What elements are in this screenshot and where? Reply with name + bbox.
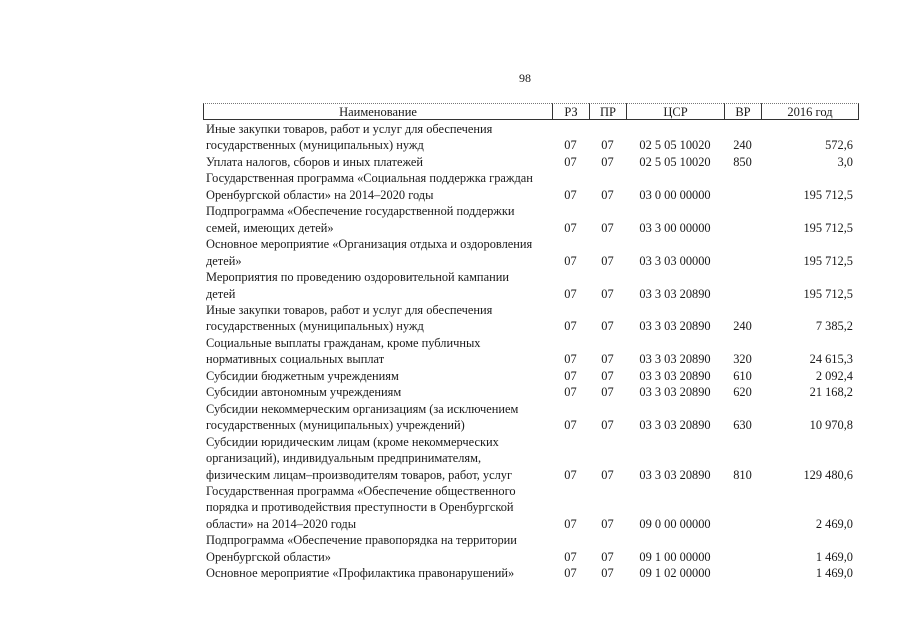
- row-pr: 07: [601, 549, 614, 564]
- table-row: [203, 401, 859, 434]
- row-csr: 03 3 03 20890: [639, 467, 711, 482]
- table-row: [203, 532, 859, 565]
- row-amount: 7 385,2: [815, 319, 853, 334]
- row-pr: 07: [601, 368, 614, 383]
- table-row: [203, 236, 859, 269]
- row-name-line: Субсидии юридическим лицам (кроме некоммерческих: [206, 434, 499, 449]
- row-csr: 09 1 00 00000: [639, 549, 711, 564]
- row-rz: 07: [564, 187, 577, 202]
- row-csr: 03 3 03 20890: [639, 319, 711, 334]
- row-csr: 03 3 03 20890: [639, 352, 711, 367]
- row-rz: 07: [564, 516, 577, 531]
- row-csr: 09 1 02 00000: [639, 566, 711, 581]
- row-name-line: государственных (муниципальных) нужд: [206, 138, 424, 153]
- row-name: [203, 203, 552, 236]
- row-pr: 07: [601, 418, 614, 433]
- table-row: [203, 121, 859, 154]
- header-csr: ЦСР: [626, 103, 724, 120]
- row-name: [203, 565, 552, 581]
- row-amount: 195 712,5: [803, 187, 853, 202]
- row-csr: 03 3 00 00000: [639, 220, 711, 235]
- row-amount: 21 168,2: [809, 385, 853, 400]
- row-vr: 630: [733, 418, 752, 433]
- header-pr: ПР: [589, 103, 626, 120]
- row-name: [203, 532, 552, 565]
- row-name-line: детей»: [206, 253, 242, 268]
- row-rz: 07: [564, 418, 577, 433]
- table-row: [203, 203, 859, 236]
- row-csr: 03 3 03 20890: [639, 286, 711, 301]
- row-name: [203, 236, 552, 269]
- row-rz: 07: [564, 154, 577, 169]
- table-row: [203, 434, 859, 483]
- row-name: [203, 368, 552, 384]
- header-name: Наименование: [203, 103, 552, 120]
- row-amount: 1 469,0: [815, 566, 853, 581]
- row-pr: 07: [601, 286, 614, 301]
- row-amount: 10 970,8: [809, 418, 853, 433]
- row-name-line: области» на 2014–2020 годы: [206, 516, 357, 531]
- row-amount: 1 469,0: [815, 549, 853, 564]
- row-vr: 850: [733, 154, 752, 169]
- row-rz: 07: [564, 368, 577, 383]
- row-name-line: Субсидии бюджетным учреждениям: [206, 368, 399, 383]
- row-rz: 07: [564, 566, 577, 581]
- row-csr: 03 3 03 20890: [639, 385, 711, 400]
- row-rz: 07: [564, 286, 577, 301]
- row-pr: 07: [601, 516, 614, 531]
- row-csr: 02 5 05 10020: [639, 138, 711, 153]
- row-name-line: физическим лицам–производителям товаров, работ, услуг: [206, 467, 513, 482]
- row-name-line: Субсидии некоммерческим организациям (за исключением: [206, 401, 519, 416]
- row-name-line: Уплата налогов, сборов и иных платежей: [206, 154, 424, 169]
- header-rz: РЗ: [552, 103, 589, 120]
- row-pr: 07: [601, 467, 614, 482]
- row-pr: 07: [601, 220, 614, 235]
- row-pr: 07: [601, 385, 614, 400]
- row-amount: 572,6: [825, 138, 853, 153]
- row-name: [203, 154, 552, 170]
- row-name-line: Оренбургской области»: [206, 549, 332, 564]
- table-row: [203, 483, 859, 532]
- row-name-line: Основное мероприятие «Организация отдыха и оздоровления: [206, 237, 533, 252]
- row-name-line: Мероприятия по проведению оздоровительной кампании: [206, 270, 509, 285]
- row-pr: 07: [601, 566, 614, 581]
- row-amount: 2 092,4: [815, 368, 853, 383]
- row-name: [203, 401, 552, 434]
- row-name: [203, 335, 552, 368]
- row-name-line: государственных (муниципальных) учреждений): [206, 418, 465, 433]
- table-body: [203, 121, 859, 582]
- row-vr: 240: [733, 138, 752, 153]
- table-row: [203, 269, 859, 302]
- row-name-line: Основное мероприятие «Профилактика правонарушений»: [206, 566, 515, 581]
- row-amount: 195 712,5: [803, 286, 853, 301]
- row-name: [203, 384, 552, 400]
- row-name-line: Иные закупки товаров, работ и услуг для обеспечения: [206, 302, 493, 317]
- row-vr: 810: [733, 467, 752, 482]
- table-row: [203, 302, 859, 335]
- row-amount: 3,0: [837, 154, 853, 169]
- row-rz: 07: [564, 138, 577, 153]
- row-amount: 2 469,0: [815, 516, 853, 531]
- row-amount: 129 480,6: [803, 467, 853, 482]
- row-rz: 07: [564, 549, 577, 564]
- row-name-line: нормативных социальных выплат: [206, 352, 385, 367]
- row-name-line: порядка и противодействия преступности в Оренбургской: [206, 500, 514, 515]
- row-csr: 09 0 00 00000: [639, 516, 711, 531]
- row-name-line: государственных (муниципальных) нужд: [206, 319, 424, 334]
- row-csr: 03 3 03 20890: [639, 368, 711, 383]
- row-csr: 03 0 00 00000: [639, 187, 711, 202]
- row-pr: 07: [601, 253, 614, 268]
- row-name-line: Подпрограмма «Обеспечение правопорядка на территории: [206, 533, 517, 548]
- row-csr: 03 3 03 00000: [639, 253, 711, 268]
- row-name-line: Субсидии автономным учреждениям: [206, 385, 402, 400]
- row-vr: 620: [733, 385, 752, 400]
- header-year: 2016 год: [761, 103, 859, 120]
- row-name-line: Государственная программа «Социальная поддержка граждан: [206, 171, 533, 186]
- row-pr: 07: [601, 138, 614, 153]
- row-name-line: Оренбургской области» на 2014–2020 годы: [206, 187, 434, 202]
- table-row: [203, 170, 859, 203]
- table-row: [203, 368, 859, 384]
- row-name: [203, 269, 552, 302]
- row-rz: 07: [564, 467, 577, 482]
- row-vr: 610: [733, 368, 752, 383]
- row-amount: 195 712,5: [803, 253, 853, 268]
- row-vr: 320: [733, 352, 752, 367]
- row-csr: 02 5 05 10020: [639, 154, 711, 169]
- row-name-line: Государственная программа «Обеспечение общественного: [206, 483, 516, 498]
- row-name: [203, 170, 552, 203]
- row-rz: 07: [564, 385, 577, 400]
- row-pr: 07: [601, 187, 614, 202]
- row-vr: 240: [733, 319, 752, 334]
- row-csr: 03 3 03 20890: [639, 418, 711, 433]
- row-name-line: Иные закупки товаров, работ и услуг для обеспечения: [206, 122, 493, 136]
- row-name-line: детей: [206, 286, 236, 301]
- table-header: [203, 103, 859, 120]
- page-number: 98: [519, 71, 531, 85]
- row-name-line: Подпрограмма «Обеспечение государственной поддержки: [206, 204, 515, 219]
- header-vr: ВР: [724, 103, 761, 120]
- row-name: [203, 302, 552, 335]
- row-name-line: семей, имеющих детей»: [206, 220, 334, 235]
- row-rz: 07: [564, 319, 577, 334]
- table-row: [203, 335, 859, 368]
- table-row: [203, 384, 859, 400]
- row-name-line: организаций), индивидуальным предпринимателям,: [206, 451, 482, 466]
- row-name: [203, 483, 552, 532]
- row-pr: 07: [601, 352, 614, 367]
- row-amount: 195 712,5: [803, 220, 853, 235]
- row-name: [203, 434, 552, 483]
- row-pr: 07: [601, 154, 614, 169]
- row-name: [203, 121, 552, 154]
- row-rz: 07: [564, 253, 577, 268]
- table-row: [203, 565, 859, 581]
- row-name-line: Социальные выплаты гражданам, кроме публичных: [206, 335, 481, 350]
- table-row: [203, 154, 859, 170]
- row-rz: 07: [564, 220, 577, 235]
- row-rz: 07: [564, 352, 577, 367]
- row-pr: 07: [601, 319, 614, 334]
- row-amount: 24 615,3: [809, 352, 853, 367]
